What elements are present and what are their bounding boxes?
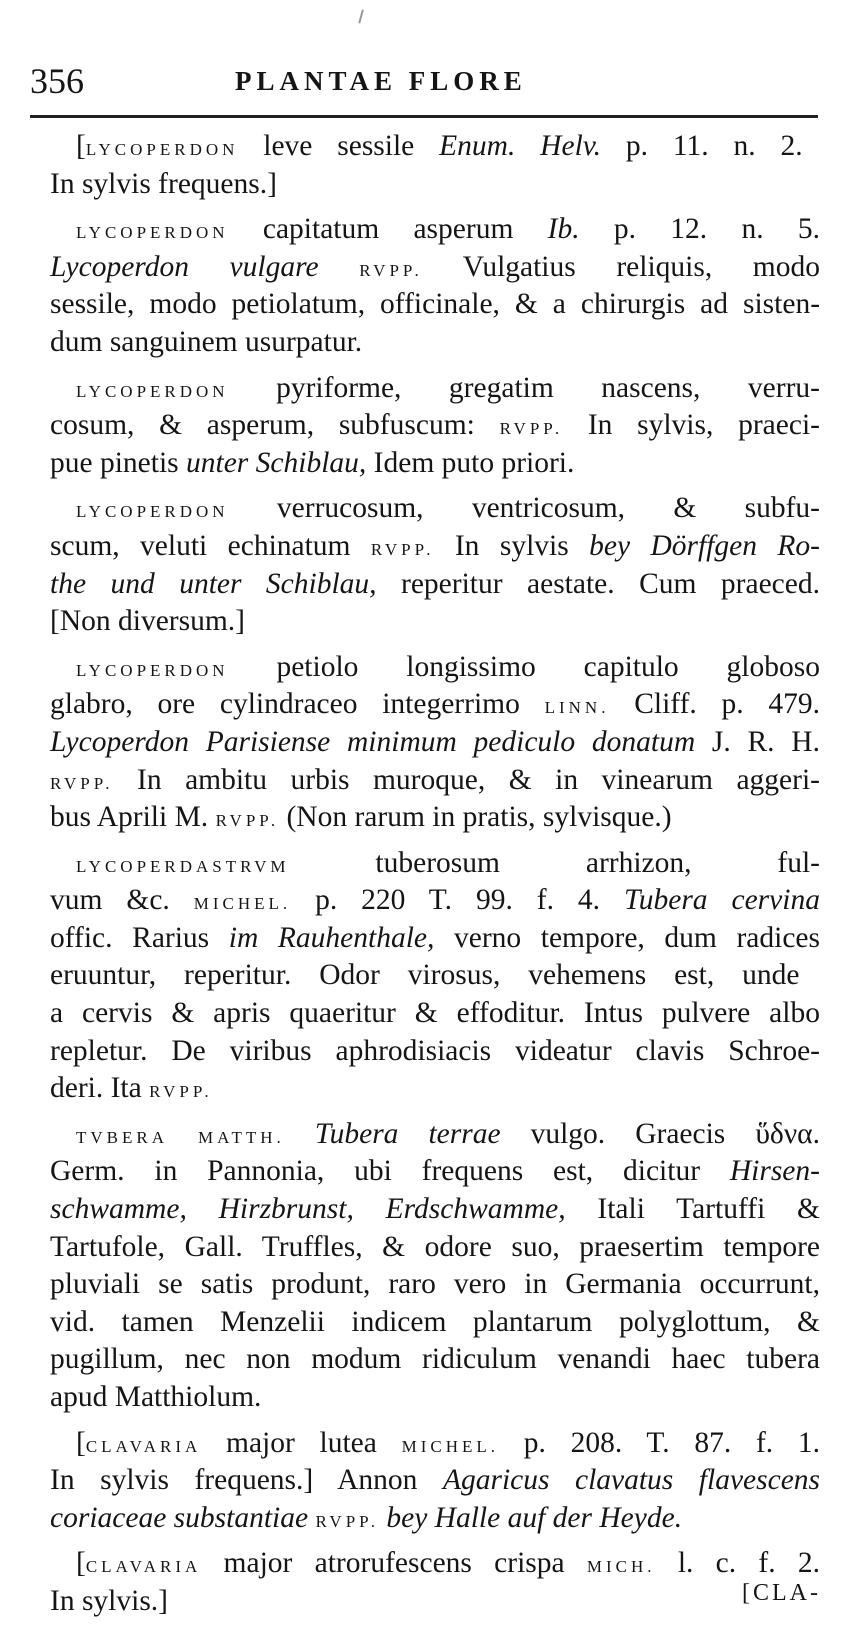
text-run: leve sessile bbox=[238, 130, 440, 162]
text-run: cosum, & asperum, subfuscum: bbox=[50, 409, 500, 442]
italic-text: unter Schiblau, bbox=[186, 446, 367, 479]
text-run: [Non diversum.] bbox=[50, 605, 245, 638]
italic-text: schwamme, Hirzbrunst, Erdschwamme, bbox=[50, 1193, 566, 1226]
entry-paragraph bbox=[50, 1116, 820, 1417]
text-run: vulgo. Graecis ὕδνα. bbox=[500, 1117, 820, 1150]
small-caps-text: MICH. bbox=[586, 1557, 656, 1577]
text-line bbox=[50, 211, 820, 249]
text-line bbox=[50, 762, 820, 800]
text-line bbox=[50, 445, 820, 483]
text-run: pyriforme, gregatim nascens, verru- bbox=[228, 371, 820, 404]
text-line bbox=[50, 1341, 820, 1379]
text-run: a cervis & apris quaeritur & effoditur. Intus pulvere albo bbox=[50, 997, 820, 1030]
text-line bbox=[50, 1266, 820, 1304]
text-run bbox=[285, 1118, 315, 1150]
entry-paragraph bbox=[50, 211, 820, 361]
text-run: major atrorufescens crispa bbox=[201, 1547, 587, 1580]
text-run: [ bbox=[76, 1426, 86, 1459]
italic-text: Enum. Helv. bbox=[439, 130, 602, 162]
text-line bbox=[50, 882, 820, 920]
text-line bbox=[50, 1425, 820, 1463]
text-line bbox=[50, 286, 820, 324]
text-run: p. 12. n. 5. bbox=[579, 213, 820, 246]
small-caps-text: LYCOPERDASTRVM bbox=[76, 856, 290, 876]
text-run: p. 11. n. 2. bbox=[601, 130, 803, 162]
text-run: J. R. H. bbox=[695, 725, 820, 758]
text-line bbox=[50, 528, 820, 566]
text-line bbox=[50, 1462, 820, 1500]
text-run bbox=[319, 251, 360, 283]
entry-paragraph bbox=[50, 649, 820, 837]
text-line bbox=[50, 957, 820, 995]
text-run: major lutea bbox=[201, 1426, 402, 1459]
small-caps-text: RVPP. bbox=[215, 811, 280, 831]
page-header bbox=[30, 58, 820, 104]
text-run: In sylvis bbox=[434, 529, 590, 562]
italic-text: the und unter Schiblau, bbox=[50, 567, 377, 600]
small-caps-text: TVBERA MATTH. bbox=[76, 1127, 285, 1147]
text-run: In sylvis.] bbox=[50, 1584, 168, 1617]
italic-text: bey Dörffgen Ro- bbox=[589, 529, 820, 562]
running-head: PLANTAE FLORE bbox=[235, 66, 527, 96]
text-line bbox=[50, 566, 820, 604]
text-run: reperitur aestate. Cum praeced. bbox=[376, 567, 820, 600]
small-caps-text: RVPP. bbox=[149, 1082, 213, 1102]
italic-text: Lycoperdon vulgare bbox=[50, 250, 319, 283]
text-run: deri. Ita bbox=[50, 1072, 150, 1105]
entry-paragraph bbox=[50, 370, 820, 483]
page-body bbox=[50, 128, 820, 1629]
small-caps-text: RVPP. bbox=[50, 773, 114, 793]
italic-text: im Rauhenthale, bbox=[228, 921, 435, 954]
small-caps-text: RVPP. bbox=[359, 260, 423, 280]
entry-paragraph bbox=[50, 1425, 820, 1538]
entry-paragraph bbox=[50, 128, 820, 203]
text-run: pugillum, nec non modum ridiculum venandi haec tubera bbox=[50, 1343, 820, 1376]
italic-text: coriaceae substantiae bbox=[50, 1501, 309, 1534]
small-caps-text: LYCOPERDON bbox=[76, 660, 229, 680]
text-line bbox=[50, 1191, 820, 1229]
small-caps-text: MICHEL. bbox=[401, 1436, 500, 1456]
text-run: Vulgatius reliquis, modo bbox=[422, 250, 821, 283]
text-run: repletur. De viribus aphrodisiacis videatur clavis Schroe- bbox=[50, 1034, 820, 1067]
text-run: eruuntur, reperitur. Odor virosus, vehemens est, unde bbox=[50, 959, 800, 992]
small-caps-text: LINN. bbox=[544, 698, 610, 718]
text-line bbox=[50, 1033, 820, 1071]
text-line bbox=[50, 1116, 820, 1154]
text-line bbox=[50, 1583, 820, 1621]
text-run: Idem puto priori. bbox=[366, 446, 575, 479]
text-run: Tartufole, Gall. Truffles, & odore suo, praesertim tempore bbox=[50, 1230, 821, 1263]
small-caps-text: LYCOPERDON bbox=[76, 502, 229, 522]
text-line bbox=[50, 1070, 820, 1108]
text-run: Germ. in Pannonia, ubi frequens est, dicitur bbox=[50, 1155, 730, 1188]
entry-paragraph bbox=[50, 490, 820, 640]
text-run: offic. Rarius bbox=[50, 921, 229, 954]
text-line bbox=[50, 249, 820, 287]
catchword: [CLA- bbox=[742, 1580, 821, 1606]
text-line bbox=[50, 724, 820, 762]
italic-text: Agaricus clavatus flavescens bbox=[442, 1464, 821, 1497]
italic-text: Hirsen- bbox=[729, 1155, 820, 1188]
text-run: l. c. f. 2. bbox=[655, 1547, 821, 1580]
italic-text: bey Halle auf der Heyde. bbox=[386, 1501, 683, 1534]
text-line bbox=[50, 370, 820, 408]
small-caps-text: RVPP. bbox=[370, 539, 435, 559]
text-line bbox=[50, 995, 820, 1033]
text-line bbox=[50, 686, 820, 724]
small-caps-text: MICHEL. bbox=[193, 894, 292, 914]
text-line bbox=[50, 1153, 820, 1191]
text-line bbox=[50, 920, 820, 958]
text-run: dum sanguinem usurpatur. bbox=[50, 325, 363, 358]
text-line bbox=[50, 603, 820, 641]
text-run: capitatum asperum bbox=[228, 213, 548, 246]
small-caps-text: LYCOPERDON bbox=[76, 223, 229, 243]
stray-mark bbox=[358, 9, 367, 24]
text-run: verrucosum, ventricosum, & subfu- bbox=[228, 492, 820, 525]
text-line bbox=[50, 166, 820, 204]
text-run: tuberosum arrhizon, ful- bbox=[289, 846, 820, 879]
text-run: bus Aprili M. bbox=[50, 801, 216, 834]
text-line bbox=[50, 1545, 820, 1583]
text-line bbox=[50, 1229, 820, 1267]
text-run: vid. tamen Menzelii indicem plantarum polyglottum, & bbox=[50, 1305, 820, 1338]
text-line bbox=[50, 799, 820, 837]
text-run: [ bbox=[76, 1547, 86, 1580]
italic-text: Lycoperdon Parisiense minimum pediculo donatum bbox=[50, 725, 696, 758]
text-run: Itali Tartuffi & bbox=[565, 1193, 820, 1226]
text-line bbox=[50, 649, 820, 687]
text-run: glabro, ore cylindraceo integerrimo bbox=[50, 688, 545, 721]
text-line bbox=[50, 1500, 820, 1538]
text-run: petiolo longissimo capitulo globoso bbox=[228, 650, 820, 683]
text-line bbox=[50, 845, 820, 883]
small-caps-text: RVPP. bbox=[499, 419, 564, 439]
text-run: In sylvis, praeci- bbox=[563, 409, 820, 442]
small-caps-text: CLAVARIA bbox=[85, 1557, 202, 1577]
text-run: Cliff. p. 479. bbox=[609, 688, 821, 721]
text-run: pue pinetis bbox=[50, 446, 187, 479]
text-run: [ bbox=[76, 130, 86, 162]
text-run: sessile, modo petiolatum, officinale, & a chirurgis ad sisten- bbox=[50, 288, 821, 321]
text-line bbox=[50, 407, 820, 445]
text-line bbox=[50, 324, 820, 362]
text-run: p. 220 T. 99. f. 4. bbox=[291, 884, 624, 917]
entry-paragraph bbox=[50, 845, 820, 1108]
text-run: In sylvis frequens.] Annon bbox=[50, 1464, 443, 1497]
header-rule bbox=[30, 115, 818, 118]
text-run: apud Matthiolum. bbox=[50, 1381, 262, 1413]
text-run: In ambitu urbis muroque, & in vinearum aggeri- bbox=[113, 763, 820, 796]
small-caps-text: RVPP. bbox=[315, 1511, 379, 1531]
italic-text: Ib. bbox=[547, 213, 580, 246]
italic-text: Tubera cervina bbox=[623, 884, 820, 917]
text-run: In sylvis frequens.] bbox=[50, 167, 277, 200]
small-caps-text: LYCOPERDON bbox=[85, 140, 239, 159]
text-line bbox=[50, 490, 820, 528]
text-run: pluviali se satis produnt, raro vero in Germania occurrunt, bbox=[50, 1268, 820, 1301]
small-caps-text: LYCOPERDON bbox=[76, 381, 229, 401]
text-run: verno tempore, dum radices bbox=[434, 921, 821, 954]
small-caps-text: CLAVARIA bbox=[85, 1436, 202, 1456]
page-number: 356 bbox=[30, 61, 84, 101]
text-line bbox=[50, 1379, 820, 1417]
text-line bbox=[50, 128, 820, 166]
entry-paragraph bbox=[50, 1545, 820, 1620]
text-line bbox=[50, 1304, 820, 1342]
text-run: scum, veluti echinatum bbox=[50, 529, 371, 562]
text-run: vum &c. bbox=[50, 884, 194, 917]
text-run: p. 208. T. 87. f. 1. bbox=[499, 1426, 821, 1459]
text-run: (Non rarum in pratis, sylvisque.) bbox=[279, 801, 672, 834]
italic-text: Tubera terrae bbox=[314, 1117, 501, 1150]
